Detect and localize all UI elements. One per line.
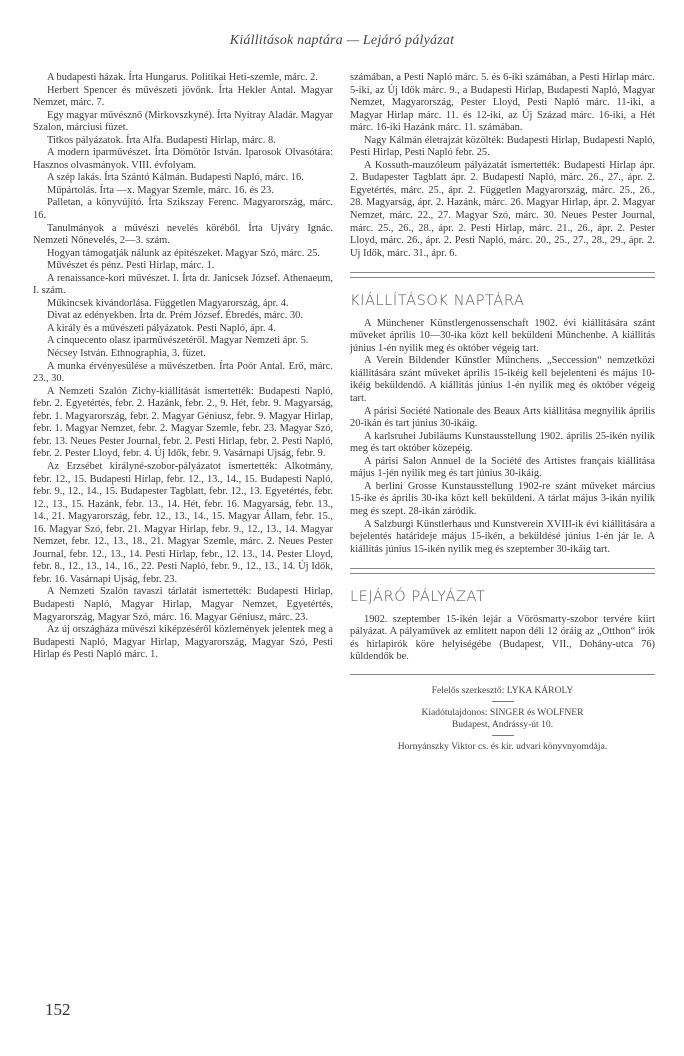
paragraph: Divat az edényekben. Írta dr. Prém József. Ébredés, márc. 30. xyxy=(47,310,303,322)
paragraph: A Nemzeti Szalón tavaszi tárlatát ismertették: Budapesti Hirlap, Budapesti Napló, Magyar Hirlap, Magyar Nemzet, Egyetértés, Magyarország, Magyar Szó, márc. 16. Magyar Géniusz, márc. 23. xyxy=(33,586,333,623)
paragraph: A Kossuth-mauzóleum pályázatát ismertették: Budapesti Hirlap ápr. 2. Budapester Tagblatt ápr. 2. Budapesti Napló, márc. 26., 27., ápr. 2. Egyetértés, márc. 25., ápr. 2. Független Magyarország, márc. 25., 26., 28. Magyarság, ápr. 2. Hazánk, márc. 26. Magyar Hirlap, ápr. 2. Magyar Nemzet, márc. 22., 27. Magyar Szó, márc. 30. Neues Pester Journal, márc. 25., 26., 28., ápr. 2. Pesti Hirlap, márc. 21., 26., ápr. 2. Pester Lloyd, márc. 26., ápr. 2. Pesti Napló, márc. 20., 25., 27., 28., 29., ápr. 2. Uj Idők, márc. 31., ápr. 6. xyxy=(350,159,655,259)
paragraph: Az új országháza művészi kiképzéséről közlemények jelentek meg a Budapesti Napló, Magyar Hirlap, Magyarország, Magyar Szó, Pesti Hirlap és Pesti Napló márc. 1. xyxy=(33,624,333,661)
paragraph: A szép lakás. Írta Szántó Kálmán. Budapesti Napló, márc. 16. xyxy=(47,172,304,184)
paragraph: számában, a Pesti Napló márc. 5. és 6-iki számában, a Pesti Hirlap márc. 5-iki, az Új Idők márc. 9., a Budapesti Hirlap, Budapesti Napló, Magyar Nemzet, Magyarország, Pester Lloyd, Pesti Napló márc. 11-iki, a Magyar Hirlap márc. 11. és 12-iki, az Új Század márc. 16-iki, a Hét márc. 16-iki Hazánk márc. 11. számában. xyxy=(350,72,655,134)
section-divider xyxy=(350,568,655,574)
divider-line xyxy=(350,277,655,278)
paragraph: Palletan, a könyvújító. Írta Szikszay Ferenc. Magyarország, márc. 16. xyxy=(33,197,333,222)
paragraph: A modern iparművészet. Írta Dömötör István. Iparosok Olvasótára: Hasznos olvasmányok. VIII. évfolyam. xyxy=(33,147,333,171)
imprint-address: Budapest, Andrássy-út 10. xyxy=(451,718,554,730)
paragraph: Egy magyar művésznő (Mirkovszkyné). Írta Nyitray Aladár. Magyar Szalon, márciusi füzet. xyxy=(33,109,333,134)
exhibitions-heading: KIÁLLÍTÁSOK NAPTÁRA xyxy=(350,293,525,310)
paragraph: A Münchener Künstlergenossenschaft 1902. évi kiállitására szánt műveket április 10—30-ika közt kell beküldeni Münchenbe. A kiállitás június 1-én nyilik meg és október végeig tart. xyxy=(350,317,655,354)
paragraph: A Verein Bildender Künstler Münchens. „Seccession“ nemzetközi kiállitására szánt műveket április 15-ikéig kell bejelenteni és május 10-ikéig beküldendő. A kiállitás június 1-én nyilik meg és október végeig tart. xyxy=(350,355,655,405)
paragraph: A munka érvényesülése a művészetben. Írta Poór Antal. Erő, márc. 23., 30. xyxy=(33,360,333,385)
paragraph: A renaissance-kori művészet. I. Írta dr. Janicsek József. Athenaeum, I. szám. xyxy=(33,272,333,297)
imprint-editor: Felelős szerkesztő: LYKA KÁROLY xyxy=(431,684,574,696)
page-number: 152 xyxy=(45,1000,71,1019)
competition-paragraphs xyxy=(350,614,655,664)
paragraph: Nécsey István. Ethnographia, 3. füzet. xyxy=(47,348,206,360)
divider-line xyxy=(350,573,655,574)
short-divider xyxy=(492,701,514,702)
short-divider xyxy=(492,735,514,736)
paragraph: A párisi Salon Annuel de la Société des Artistes français kiállitása május 1-jén nyilik meg és tart június 30-ikáig. xyxy=(350,455,655,480)
divider-line xyxy=(350,568,655,569)
competition-heading: LEJÁRÓ PÁLYÁZAT xyxy=(350,589,486,606)
paragraph: A Salzburgi Künstlerhaus und Kunstverein XVIII-ik évi kiállitására a bejelentés határideje május 15-ikén, a beküldésé június 1-én jár le. A kiállitás június 15-ikén nyilik meg és szeptember 30-ikáig tart. xyxy=(350,518,655,555)
paragraph: A párisi Société Nationale des Beaux Arts kiállitása megnyilik április 20-ikán és tart június 30-ikáig. xyxy=(350,405,655,430)
imprint xyxy=(350,685,655,753)
paragraph: Titkos pályázatok. Írta Alfa. Budapesti Hirlap, márc. 8. xyxy=(47,134,276,146)
paragraph: Nagy Kálmán életrajzát közölték: Budapesti Hirlap, Budapesti Napló, Pesti Hirlap, Pesti Napló febr. 25. xyxy=(350,134,655,159)
paragraph: Hogyan támogatják nálunk az épitészeket. Magyar Szó, márc. 25. xyxy=(47,247,320,259)
imprint-printer: Hornyánszky Viktor cs. és kir. udvari könyvnyomdája. xyxy=(397,740,608,752)
imprint-publisher: Kiadótulajdonos: SINGER és WOLFNER xyxy=(421,706,584,718)
continuation-paragraphs xyxy=(350,72,655,260)
divider-line xyxy=(350,272,655,273)
paragraph: 1902. szeptember 15-ikén lejár a Vörösmarty-szobor tervére kiirt pályázat. A pályaművek az emlitett napon déli 12 óráig az „Otthon“ irók és hirlapirók köre helyiségébe (Budapest, VII., Dohány-utca 76) küldendők be. xyxy=(350,613,655,663)
imprint-divider xyxy=(350,674,655,675)
left-column xyxy=(33,72,333,662)
paragraph: A karlsruhei Jubiläums Kunstausstellung 1902. április 25-ikén nyilik meg és tart október közepéig. xyxy=(350,430,655,455)
paragraph: Herbert Spencer és művészeti jövőnk. Írta Hekler Antal. Magyar Nemzet, márc. 7. xyxy=(33,84,333,109)
right-column xyxy=(350,72,655,753)
section-divider xyxy=(350,272,655,278)
running-head: Kiállitások naptára — Lejáró pályázat xyxy=(229,33,455,48)
exhibitions-paragraphs xyxy=(350,318,655,556)
paragraph: Műkincsek kivándorlása. Független Magyarország, ápr. 4. xyxy=(47,297,289,309)
paragraph: A budapesti házak. Írta Hungarus. Politikai Heti-szemle, márc. 2. xyxy=(47,72,318,83)
paragraph: A király és a művészeti pályázatok. Pesti Napló, ápr. 4. xyxy=(47,322,276,334)
paragraph: Műpártolás. Írta —x. Magyar Szemle, márc. 16. és 23. xyxy=(47,184,274,196)
paragraph: Tanulmányok a művészi nevelés köréből. Írta Ujváry Ignác. Nemzeti Nőnevelés, 2—3. szám. xyxy=(33,222,333,247)
paragraph: Az Erzsébet királyné-szobor-pályázatot ismertették: Alkotmány, febr. 12., 15. Budapesti Hirlap, febr. 12., 13., 14., 15. Budapesti Napló, febr. 9., 12., 14., 15. Budapester Tagblatt, febr. 12., 13. Egyetértés, febr. 12., 13., 15. Hazánk, febr. 13., 14. Hét, febr. 16. Magyarság, febr. 13., 14., 21. Magyarország, febr. 12., 13., 14., 15. Magyar Állam, febr. 15., 16. Magyar Szó, febr. 21. Magyar Hirlap, febr. 9., 12., 13., 14. Magyar Nemzet, febr. 12., 13., 18., 21. Magyar Szemle, márc. 2. Neues Pester Journal, febr. 12., 13., 14. Pesti Hirlap, febr., 12. 13., 14. Pester Lloyd, febr. 8., 12., 13., 14., 16., 22. Pesti Napló, febr. 9., 12., 13., 14. Új Idők, febr. 16. Vasárnapi Ujság, febr. 23. xyxy=(33,460,333,585)
paragraph: A cinquecento olasz iparművészetéről. Magyar Nemzeti ápr. 5. xyxy=(47,335,309,347)
paragraph: A berlini Grosse Kunstausstellung 1902-re szánt műveket március 15-ike és április 30-ika közt kell beküldeni. A tárlat május 3-ikán nyilik meg és szept. 28-ikán záródik. xyxy=(350,480,655,517)
paragraph: Művészet és pénz. Pesti Hirlap, márc. 1. xyxy=(47,260,215,272)
paragraph: A Nemzeti Szalón Zichy-kiállitását ismertették: Budapesti Napló, febr. 2. Egyetértés, febr. 2. Hazánk, febr. 2., 9. Hét, febr. 9. Magyarság, febr. 1. Magyarország, febr. 2. Magyar Géniusz, febr. 9. Magyar Hirlap, febr. 1. Magyar Nemzet, febr. 2. Magyar Szemle, febr. 23. Magyar Szó, febr. 13. Neues Pester Journal, febr. 2. Pesti Hirlap, febr. 2. Pesti Napló, febr. 2. Pester Lloyd, febr. 4. Új Idők, febr. 9. Vasárnapi Ujság, febr. 9. xyxy=(33,385,333,460)
